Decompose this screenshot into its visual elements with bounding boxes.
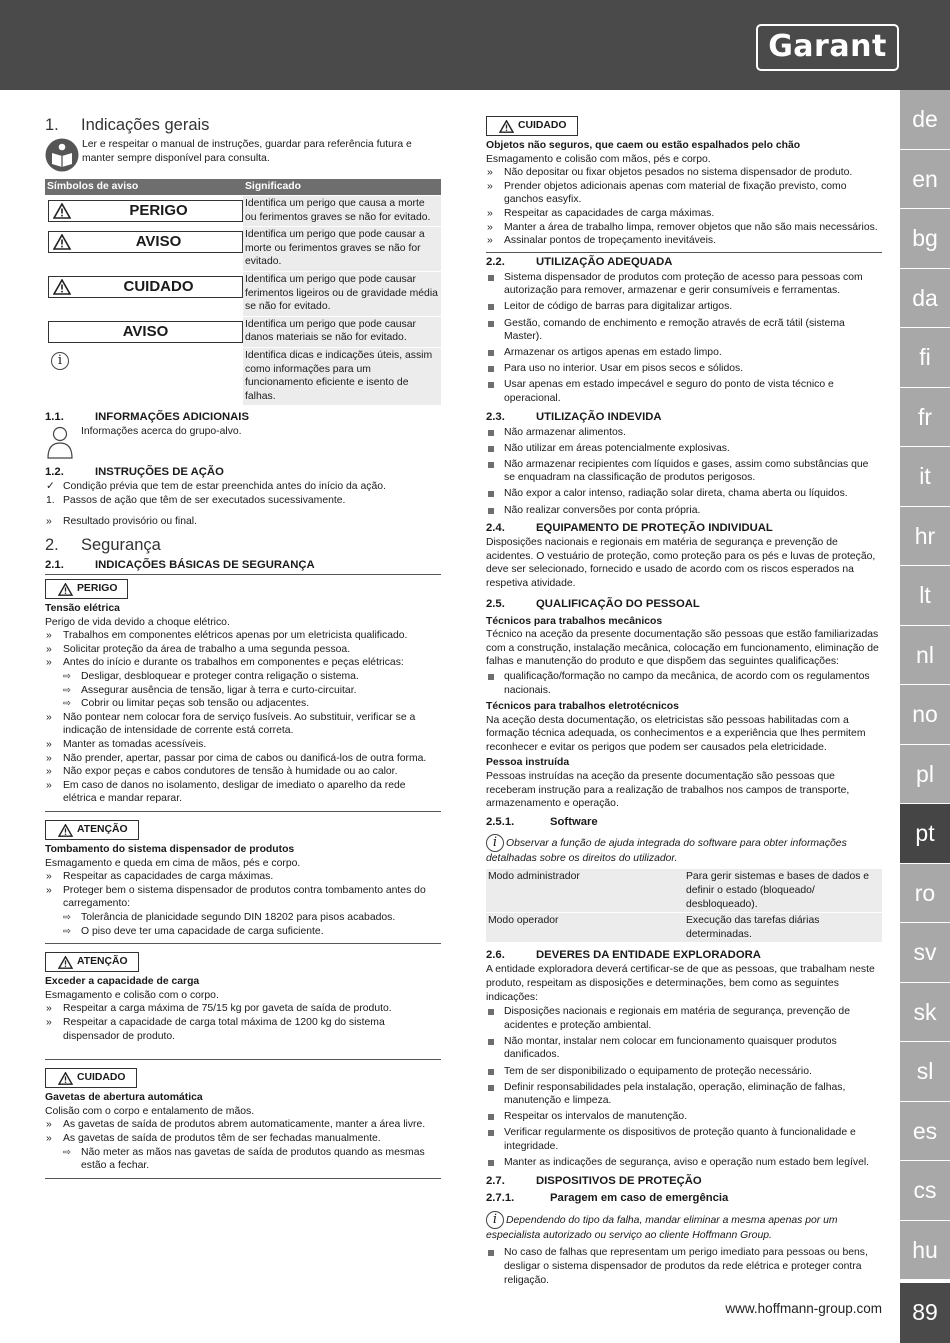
warning-triangle-icon bbox=[53, 203, 71, 219]
list-item: Respeitar os intervalos de manutenção. bbox=[486, 1110, 882, 1124]
warning-block-load-capacity bbox=[45, 950, 441, 1043]
list-item: Leitor de código de barras para digitalizar artigos. bbox=[486, 300, 882, 314]
intro-text: Ler e respeitar o manual de instruções, guardar para referência futura e manter sempre disponível para consulta. bbox=[82, 139, 412, 164]
warning-block-falling-objects bbox=[486, 116, 882, 248]
hazard-title: Tensão elétrica bbox=[45, 603, 120, 615]
result-item: » Resultado provisório ou final. bbox=[45, 515, 441, 529]
modes-table bbox=[486, 868, 882, 943]
read-manual-icon bbox=[45, 138, 79, 172]
warning-triangle-icon bbox=[53, 234, 71, 250]
left-column bbox=[45, 110, 441, 1185]
sub-list-item: ⇨ Assegurar ausência de tensão, ligar à terra e curto-circuitar. bbox=[45, 684, 441, 698]
list-item: Sistema dispensador de produtos com proteção de acesso para pessoas com autorização para remover, armazenar e gerir consumíveis e ferramentas. bbox=[486, 271, 882, 298]
warning-label: PERIGO bbox=[45, 579, 128, 599]
list-item: » Não expor peças e cabos condutores de tensão à humidade ou ao calor. bbox=[45, 765, 441, 779]
target-group-text: Informações acerca do grupo-alvo. bbox=[81, 426, 242, 438]
section-2-1-heading: 2.1. INDICAÇÕES BÁSICAS DE SEGURANÇA bbox=[45, 558, 441, 575]
list-item: » Respeitar as capacidades de carga máximas. bbox=[45, 870, 441, 884]
right-column bbox=[486, 110, 882, 1290]
list-item: » Proteger bem o sistema dispensador de produtos contra tombamento antes do carregamento: bbox=[45, 884, 441, 911]
lang-tab-hu[interactable]: hu bbox=[900, 1221, 950, 1281]
step-item: 1. Passos de ação que têm de ser executados sucessivamente. bbox=[46, 494, 346, 506]
list-item: Tem de ser disponibilizado o equipamento de proteção necessário. bbox=[486, 1065, 882, 1079]
section-2-heading: 2. Segurança bbox=[45, 536, 161, 555]
lang-tab-pl[interactable]: pl bbox=[900, 745, 950, 805]
list-item: Definir responsabilidades pela instalação, operação, eliminação de falhas, manutenção e limpeza. bbox=[486, 1081, 882, 1108]
table-cell-meaning: Identifica um perigo que pode causar danos materiais se não for evitado. bbox=[243, 317, 441, 347]
section-2-3-heading: 2.3. UTILIZAÇÃO INDEVIDA bbox=[486, 410, 662, 423]
subheading: Pessoa instruída bbox=[486, 757, 570, 769]
table-cell-meaning: Identifica dicas e indicações úteis, assim como informações para um funcionamento eficiente e isento de falhas. bbox=[243, 348, 441, 405]
warning-label: ATENÇÃO bbox=[45, 820, 139, 840]
table-row bbox=[45, 196, 441, 226]
garant-logo: Garant bbox=[756, 24, 899, 71]
header-bar bbox=[0, 0, 950, 90]
signal-word-box: CUIDADO bbox=[48, 276, 243, 298]
warning-triangle-icon bbox=[58, 583, 73, 596]
warning-triangle-icon bbox=[58, 1072, 73, 1085]
table-header-meaning: Significado bbox=[243, 179, 441, 195]
table-row bbox=[486, 913, 882, 942]
list-item: No caso de falhas que representam um perigo imediato para pessoas ou bens, desligar o sistema dispensador de produtos da rede elétrica e proteger contra religação. bbox=[486, 1246, 882, 1287]
list-item: » Prender objetos adicionais apenas com material de fixação previsto, como ganchos easyfix. bbox=[486, 180, 882, 207]
sub-list-item: ⇨ Cobrir ou limitar peças sob tensão ou adjacentes. bbox=[45, 697, 441, 711]
language-sidebar bbox=[900, 90, 950, 1280]
table-row bbox=[45, 317, 441, 347]
warning-label: ATENÇÃO bbox=[45, 952, 139, 972]
hazard-consequence: Colisão com o corpo e entalamento de mãos. bbox=[45, 1105, 255, 1117]
divider bbox=[486, 252, 882, 253]
list-item: » Trabalhos em componentes elétricos apenas por um eletricista qualificado. bbox=[45, 629, 441, 643]
section-2-4-heading: 2.4. EQUIPAMENTO DE PROTEÇÃO INDIVIDUAL bbox=[486, 522, 773, 535]
divider bbox=[45, 1178, 441, 1179]
hazard-consequence: Esmagamento e queda em cima de mãos, pés e corpo. bbox=[45, 857, 301, 869]
divider bbox=[45, 811, 441, 812]
sub-list-item: ⇨ Desligar, desbloquear e proteger contra religação o sistema. bbox=[45, 670, 441, 684]
table-cell-meaning: Identifica um perigo que pode causar a morte ou ferimentos graves se não for evitado. bbox=[243, 227, 441, 271]
list-item: » Manter as tomadas acessíveis. bbox=[45, 738, 441, 752]
lang-tab-fi[interactable]: fi bbox=[900, 328, 950, 388]
hazard-title: Exceder a capacidade de carga bbox=[45, 976, 200, 988]
table-cell-meaning: Identifica um perigo que pode causar ferimentos ligeiros ou de gravidade média se não for evitado. bbox=[243, 272, 441, 316]
section-2-7-heading: 2.7. DISPOSITIVOS DE PROTEÇÃO bbox=[486, 1174, 702, 1187]
list-item: Não armazenar recipientes com líquidos e gases, assim como substâncias que se enquadram na classificação de produtos perigosos. bbox=[486, 458, 882, 485]
list-item: » Não pontear nem colocar fora de serviço fusíveis. Ao substituir, verificar se a indicação de intensidade de corrente está correta. bbox=[45, 711, 441, 738]
lang-tab-ro[interactable]: ro bbox=[900, 864, 950, 924]
mode-description: Execução das tarefas diárias determinadas. bbox=[684, 913, 882, 942]
lang-tab-it[interactable]: it bbox=[900, 447, 950, 507]
table-row bbox=[45, 348, 441, 405]
table-row bbox=[45, 272, 441, 316]
info-icon: i bbox=[51, 352, 69, 370]
lang-tab-en[interactable]: en bbox=[900, 150, 950, 210]
lang-tab-cs[interactable]: cs bbox=[900, 1161, 950, 1221]
info-icon: i bbox=[486, 1211, 504, 1229]
list-item: Não armazenar alimentos. bbox=[486, 426, 882, 440]
subheading: Técnicos para trabalhos mecânicos bbox=[486, 615, 663, 627]
table-cell-meaning: Identifica um perigo que causa a morte ou ferimentos graves se não for evitado. bbox=[243, 196, 441, 226]
footer-url[interactable]: www.hoffmann-group.com bbox=[725, 1301, 882, 1316]
lang-tab-lt[interactable]: lt bbox=[900, 566, 950, 626]
sub-list-item: ⇨ O piso deve ter uma capacidade de carga suficiente. bbox=[45, 925, 441, 939]
info-icon: i bbox=[486, 834, 504, 852]
subheading: Técnicos para trabalhos eletrotécnicos bbox=[486, 701, 679, 713]
list-item: Disposições nacionais e regionais em matéria de segurança, prevenção de acidentes e proteção ambiental. bbox=[486, 1005, 882, 1032]
list-item: » As gavetas de saída de produtos abrem automaticamente, manter a área livre. bbox=[45, 1118, 441, 1132]
page-number: 89 bbox=[900, 1283, 950, 1343]
hazard-consequence: Perigo de vida devido a choque elétrico. bbox=[45, 616, 230, 628]
lang-tab-sl[interactable]: sl bbox=[900, 1042, 950, 1102]
list-item: Não utilizar em áreas potencialmente explosivas. bbox=[486, 442, 882, 456]
lang-tab-es[interactable]: es bbox=[900, 1102, 950, 1162]
section-2-6-heading: 2.6. DEVERES DA ENTIDADE EXPLORADORA bbox=[486, 949, 761, 962]
target-group-person-icon bbox=[45, 425, 75, 459]
hazard-title: Tombamento do sistema dispensador de produtos bbox=[45, 844, 295, 855]
warning-triangle-icon bbox=[58, 824, 73, 837]
warning-triangle-icon bbox=[53, 279, 71, 295]
section-1-1-heading: 1.1. INFORMAÇÕES ADICIONAIS bbox=[45, 411, 249, 424]
list-item: Gestão, comando de enchimento e remoção através de ecrã tátil (sistema Master). bbox=[486, 317, 882, 344]
section-2-5-1-heading: 2.5.1. Software bbox=[486, 815, 598, 828]
lang-tab-sv[interactable]: sv bbox=[900, 923, 950, 983]
lang-tab-pt[interactable]: pt bbox=[900, 804, 950, 864]
section-2-2-heading: 2.2. UTILIZAÇÃO ADEQUADA bbox=[486, 255, 673, 268]
hazard-title: Gavetas de abertura automática bbox=[45, 1092, 203, 1104]
signal-word-box: PERIGO bbox=[48, 200, 243, 222]
list-item: Não expor a calor intenso, radiação solar direta, chama aberta ou líquidos. bbox=[486, 487, 882, 501]
sub-list-item: ⇨ Tolerância de planicidade segundo DIN 18202 para pisos acabados. bbox=[45, 911, 441, 925]
divider bbox=[45, 943, 441, 944]
target-group-block bbox=[45, 425, 441, 459]
warning-triangle-icon bbox=[499, 120, 514, 133]
list-item: Verificar regularmente os dispositivos de proteção quanto à funcionalidade e integridade. bbox=[486, 1126, 882, 1153]
lang-tab-bg[interactable]: bg bbox=[900, 209, 950, 269]
lang-tab-da[interactable]: da bbox=[900, 269, 950, 329]
table-header-symbol: Símbolos de aviso bbox=[45, 179, 243, 195]
list-item: Não montar, instalar nem colocar em funcionamento quaisquer produtos danificados. bbox=[486, 1035, 882, 1062]
lang-tab-nl[interactable]: nl bbox=[900, 626, 950, 686]
lang-tab-sk[interactable]: sk bbox=[900, 983, 950, 1043]
list-item: Usar apenas em estado impecável e seguro do ponto de vista técnico e operacional. bbox=[486, 378, 882, 405]
warning-label: CUIDADO bbox=[486, 116, 578, 136]
list-item: Não realizar conversões por conta própria. bbox=[486, 504, 882, 518]
list-item: Armazenar os artigos apenas em estado limpo. bbox=[486, 346, 882, 360]
list-item: qualificação/formação no campo da mecânica, de acordo com os regulamentos nacionais. bbox=[486, 670, 882, 697]
section-2-7-1-heading: 2.7.1. Paragem em caso de emergência bbox=[486, 1191, 729, 1204]
divider bbox=[45, 1059, 441, 1060]
warning-triangle-icon bbox=[58, 956, 73, 969]
hazard-consequence: Esmagamento e colisão com mãos, pés e corpo. bbox=[486, 153, 711, 165]
list-item: » Solicitar proteção da área de trabalho a uma segunda pessoa. bbox=[45, 643, 441, 657]
info-note: i Observar a função de ajuda integrada do software para obter informações detalhadas sobre os direitos do utilizador. bbox=[486, 834, 847, 864]
table-row bbox=[486, 869, 882, 912]
lang-tab-hr[interactable]: hr bbox=[900, 507, 950, 567]
hazard-title: Objetos não seguros, que caem ou estão espalhados pelo chão bbox=[486, 140, 801, 151]
lang-tab-fr[interactable]: fr bbox=[900, 388, 950, 448]
lang-tab-no[interactable]: no bbox=[900, 685, 950, 745]
section-2-5-heading: 2.5. QUALIFICAÇÃO DO PESSOAL bbox=[486, 597, 700, 610]
list-item: » Manter a área de trabalho limpa, remover objetos que não são mais necessários. bbox=[486, 221, 882, 235]
list-item: » As gavetas de saída de produtos têm de ser fechadas manualmente. bbox=[45, 1132, 441, 1146]
signal-word-box: AVISO bbox=[48, 321, 243, 343]
prerequisite-item: ✓ Condição prévia que tem de estar preenchida antes do início da ação. bbox=[45, 480, 441, 494]
list-item: » Não depositar ou fixar objetos pesados no sistema dispensador de produto. bbox=[486, 166, 882, 180]
paragraph: Disposições nacionais e regionais em matéria de segurança e prevenção de acidentes. O vestuário de proteção, como proteção para os pés e luvas de proteção, deve ser selecionado, fornecido e usado de acordo com os riscos esperados na respetiva atividade. bbox=[486, 537, 876, 589]
list-item: Para uso no interior. Usar em pisos secos e sólidos. bbox=[486, 362, 882, 376]
table-row bbox=[45, 227, 441, 271]
list-item: » Assinalar pontos de tropeçamento inevitáveis. bbox=[486, 234, 882, 248]
paragraph: Na aceção desta documentação, os eletricistas são pessoas habilitadas com a formação técnica adequada, os conhecimentos e a experiência que lhes permitem reconhecer e evitar os perigos que podem ser causados pela eletricidade. bbox=[486, 714, 866, 753]
mode-name: Modo operador bbox=[486, 913, 684, 942]
hazard-consequence: Esmagamento e colisão com o corpo. bbox=[45, 989, 219, 1001]
mode-name: Modo administrador bbox=[486, 869, 684, 912]
warning-block-drawers bbox=[45, 1066, 441, 1173]
section-1-heading: 1. Indicações gerais bbox=[45, 116, 210, 134]
warning-symbols-table bbox=[45, 178, 441, 406]
warning-block-tipping bbox=[45, 818, 441, 938]
warning-block-electric bbox=[45, 577, 441, 806]
list-item: » Antes do início e durante os trabalhos em componentes e peças elétricas: bbox=[45, 656, 441, 670]
intro-block bbox=[45, 138, 441, 172]
sub-list-item: ⇨ Não meter as mãos nas gavetas de saída de produtos quando as mesmas estão a fechar. bbox=[45, 1146, 441, 1173]
paragraph: Técnico na aceção da presente documentação são pessoas que estão familiarizadas com a construção, instalação mecânica, colocação em funcionamento, eliminação de falhas e manutenção do produto e que dispõem das seguintes qualificações: bbox=[486, 629, 879, 668]
list-item: » Respeitar a carga máxima de 75/15 kg por gaveta de saída de produto. bbox=[45, 1002, 441, 1016]
list-item: » Não prender, apertar, passar por cima de cabos ou danificá-los de outra forma. bbox=[45, 752, 441, 766]
list-item: » Em caso de danos no isolamento, desligar de imediato o aparelho da rede elétrica e mandar reparar. bbox=[45, 779, 441, 806]
section-1-2-heading: 1.2. INSTRUÇÕES DE AÇÃO bbox=[45, 466, 224, 479]
list-item: Manter as indicações de segurança, aviso e operação num estado bem legível. bbox=[486, 1156, 882, 1170]
paragraph: Pessoas instruídas na aceção da presente documentação são pessoas que receberam instrução para a realização de trabalhos nos campos de transporte, armazenamento e operação. bbox=[486, 771, 850, 810]
lang-tab-de[interactable]: de bbox=[900, 90, 950, 150]
mode-description: Para gerir sistemas e bases de dados e definir o estado (bloqueado/ desbloqueado). bbox=[684, 869, 882, 912]
list-item: » Respeitar as capacidades de carga máximas. bbox=[486, 207, 882, 221]
paragraph: A entidade exploradora deverá certificar-se de que as pessoas, que trabalham neste produto, respeitam as disposições e determinações, bem como as seguintes indicações: bbox=[486, 964, 875, 1003]
list-item: » Respeitar a capacidade de carga total máxima de 1200 kg do sistema dispensador de produto. bbox=[45, 1016, 441, 1043]
warning-label: CUIDADO bbox=[45, 1068, 137, 1088]
signal-word-box: AVISO bbox=[48, 231, 243, 253]
info-note: i Dependendo do tipo da falha, mandar eliminar a mesma apenas por um especialista autorizado ou serviço ao cliente Hoffmann Group. bbox=[486, 1211, 838, 1241]
